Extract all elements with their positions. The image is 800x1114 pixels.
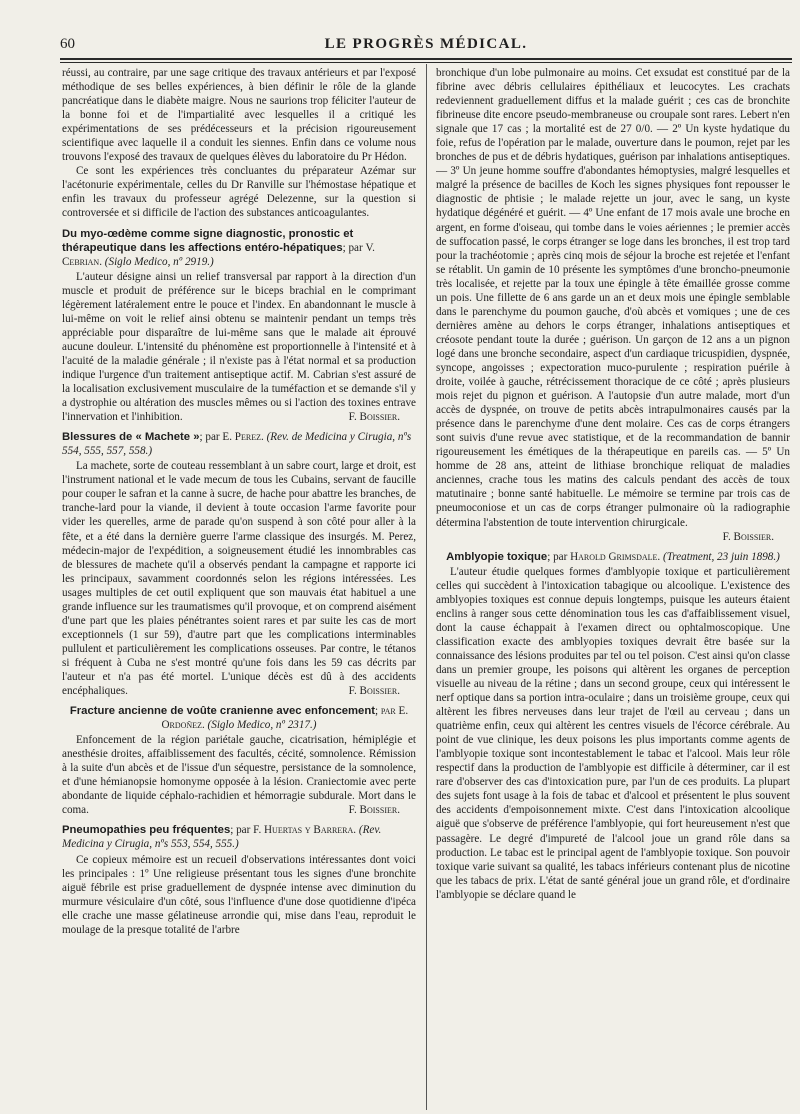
article-author: F. Huertas y Barrera. — [253, 824, 357, 837]
article-paragraph: Enfoncement de la région pariétale gauche, cicatrisation, hémiplégie et anesthésie droites, affaiblissement des facultés, cécité, somnolence. Rémission à la suite d'un abcès et de l'issue d'un séquestre, persistance de la somnolence, et d'une hémianopsie homonyme opposée à la lésion. Craniectomie avec perte abondante de liquide céphalo-rachidien et hémorragie subdurale. Mort dans le coma. F. Boissier. — [62, 734, 416, 817]
article-paragraph: La machete, sorte de couteau ressemblant à un sabre court, large et droit, est l'instrument national et le vade mecum de tous les Cubains, servant de faucille pour couper le safran et la canne à sucre, de hache pour abattre les branches, de tranche-lard pour la viande, il devient à toute occasion l'arme favorite pour vider les querelles, arme de parade qu'on suspend à son côté pour aller à la fête, et a été dans la dernière guerre l'arme classique des insurgés. M. Perez, médecin-major de l'expédition, a soigneusement étudié les innombrables cas de blessures de machete qu'il a observés pendant la campagne et rapporte ici les principaux, savamment coordonnés selon les régions intéressées. Les usages multiples de cet outil expliquent que son mauvais état habituel a une grande influence sur les traumatismes qu'il provoque, et on comprend aisément d'une part que les plaies pénétrantes soient rares et par suite les cas de mort exceptionnels (1 sur 59), d'autre part que les complications interminables pullulent et particulièrement les complications osseuses. Par contre, le tétanos si fréquent à Cuba ne s'est montré qu'une fois dans les 59 cas décrits par l'auteur et n'a pas été mortel. L'unique décès est dû à des accidents encéphaliques. F. Boissier. — [62, 460, 416, 698]
right-column — [436, 66, 790, 1106]
article-title: Blessures de « Machete » — [62, 431, 200, 444]
article-source: (Siglo Medico, nº 2919.) — [104, 255, 214, 268]
article-title: Du myo-œdème comme signe diagnostic, pronostic et thérapeutique dans les affections entéro-hépatiques — [62, 227, 354, 254]
article-author: par E. Ordoñez. — [161, 705, 409, 732]
article-heading: Blessures de « Machete »; par E. Perez. (Rev. de Medicina y Cirugia, nºs 554, 555, 557, 558.) — [62, 431, 412, 458]
article-signature: F. Boissier. — [348, 804, 400, 817]
article-heading: Amblyopie toxique; par Harold Grimsdale. (Treatment, 23 juin 1898.) — [446, 550, 780, 563]
article-source: (Treatment, 23 juin 1898.) — [663, 550, 780, 563]
article-paragraph: L'auteur désigne ainsi un relief transversal par rapport à la direction d'un muscle et produit de préférence sur le biceps brachial en le comprimant légèrement latéralement entre le pouce et l'index. En abandonnant le muscle à lui-même on voit le relief ainsi obtenu se maintenir pendant un temps très appréciable pour disparaître de lui-même sans que le malade ait éprouvé aucune douleur. L'intensité du phénomène est proportionnelle à l'intensité et à l'acuité de la maladie générale ; il n'existe pas à l'état normal et sa production indique l'urgence d'un traitement antiseptique actif. M. Cabrian s'est assuré de la localisation exclusivement musculaire de la tuméfaction et se demande s'il y a dystrophie ou altération des muscles mêmes ou si l'action des toxines entrave l'innervation et l'inhibition. F. Boissier. — [62, 270, 416, 424]
column-divider — [426, 64, 427, 1110]
article-title: Amblyopie toxique — [446, 550, 548, 563]
page-number: 60 — [60, 36, 75, 52]
article-author: Harold Grimsdale. — [570, 550, 661, 563]
article-signature: F. Boissier. — [348, 411, 400, 424]
article-author: V. Cebrian. — [62, 241, 375, 268]
journal-title: LE PROGRÈS MÉDICAL. — [324, 36, 528, 52]
header-rule-thick — [60, 58, 792, 60]
article-heading: Du myo-œdème comme signe diagnostic, pronostic et thérapeutique dans les affections entéro-hépatiques; par V. Cebrian. (Siglo Medico, nº 2919.) — [62, 227, 375, 268]
article-signature: F. Boissier. — [348, 685, 400, 698]
article-paragraph: Ce copieux mémoire est un recueil d'observations intéressantes dont voici les principales : 1º Une religieuse présentant tous les signes d'une bronchite aiguë fébrile est prise graduellement de dyspnée intense avec diminution du murmure vésiculaire d'un côté, sous l'influence d'une dose quotidienne d'ipéca elle crache une masse gélatineuse arrondie qui, mise dans l'eau, reproduit le moulage de la presque totalité de l'arbre — [62, 853, 416, 936]
continuation-paragraph: bronchique d'un lobe pulmonaire au moins. Cet exsudat est constitué par de la fibrine avec débris cellulaires épithéliaux et leucocytes. Les crachats redeviennent graduellement diffus et la malade guérit ; ces cas de bronchite fibrineuse dite encore pseudo-membraneuse ou croupale sont rares. Lebert n'en signale que 17 cas ; la mortalité est de 27 0/0. — 2º Un kyste hydatique du foie, refus de l'opération par le malade, ouverture dans le poumon, rejet par les bronches de pus et de débris hydatiques, guérison par inhalations antiseptiques. — 3º Un jeune homme souffre d'abondantes hémoptysies, malgré lesquelles et malgré la présence de bacilles de Koch les signes physiques font repousser le diagnostic de phtisie ; le malade rejette un jour, avec le sang, un kyste hydatique dégénéré et guérit. — 4º Une enfant de 17 mois avale une broche en argent, en forme d'oiseau, qui tombe dans le voies aériennes ; le premier accès de suffocation passé, le corps étranger se loge dans les bronches, il est trop tard pour la trachéotomie ; après cinq mois de séjour la broche est rejetée et l'enfant se rétablit. Un gamin de 10 présente les symptômes d'une broncho-pneumonie très localisée, et rejette par la toux une épingle à tête émaillée grosse comme un pois. Une fillette de 6 ans garde un an et deux mois une épingle semblable dans le parenchyme du poumon gauche, d'où abcès et vomiques ; une de ces dernières amène au dehors le corps étranger, inhalations antiseptiques et créosote pendant toute la durée ; guérison. Un garçon de 12 ans a un pignon logé dans une bronche secondaire, aspect d'un cardiaque tricuspidien, dyspnée, syncope, angoisses ; expectoration muco-purulente ; respiration puérile à droite, voilée à gauche, rétrécissement thoracique de ce côté ; après plusieurs mois rejet du pignon et guérison. A l'autopsie d'un autre malade, mort d'un accès de dyspnée, on trouve de petits abcès intrapulmonaires causés par la présence dans le parenchyme d'une dent molaire. Ces cas de corps étrangers sont suivis d'une revue avec statistique, et de la recommandation de bannir rigoureusement les émétiques de la thérapeutique en pareils cas. — 5º Un homme de 28 ans, atteint de lithiase bronchique reliquat de maladies anciennes, crache tous les matins des calculs pendant des accès de toux matutinaire ; bonne santé habituelle. Le mémoire se termine par trois cas de pneumoconiose et un cas de corps étranger pulmonaire où la radiographie détermina l'abstention de toute intervention chirurgicale. — [436, 67, 790, 529]
article-signature: F. Boissier. — [722, 530, 774, 543]
article-heading: Pneumopathies peu fréquentes; par F. Huertas y Barrera. (Rev. Medicina y Cirugia, nºs 553, 554, 555.) — [62, 824, 382, 851]
article-title: Pneumopathies peu fréquentes — [62, 824, 231, 837]
left-column — [62, 66, 416, 1106]
intro-paragraph: réussi, au contraire, par une sage critique des travaux antérieurs et par l'exposé méthodique de ses belles expériences, à bien définir le rôle de la glande pancréatique dans le diabète maigre. Nous ne saurions trop féliciter l'auteur de la bonne foi et de l'impartialité avec lesquelles il a critiqué les expérimentations de ses prédécesseurs et la précision rigoureusement scientifique avec laquelle il a conduit les siennes. Enfin dans ce volume nous trouvons l'exposé des travaux de quelques élèves du laboratoire du Pr Hédon. — [62, 67, 416, 164]
article-author: E. Perez. — [222, 431, 264, 444]
page-header — [60, 36, 792, 58]
intro-paragraph: Ce sont les expériences très concluantes du préparateur Azémar sur l'acétonurie expérimentale, celles du Dr Ranville sur l'hémostase hépatique et enfin les travaux du professeur agrégé Delezenne, sur la question si controversée et si difficile de l'action des substances anticoagulantes. — [62, 165, 416, 220]
article-heading: Fracture ancienne de voûte cranienne avec enfoncement; par E. Ordoñez. (Siglo Medico, nº 2317.) — [69, 705, 409, 732]
article-source: (Siglo Medico, nº 2317.) — [207, 719, 317, 732]
header-rule-thin — [60, 62, 792, 63]
article-source: (Rev. de Medicina y Cirugia, nºs 554, 555, 557, 558.) — [62, 431, 412, 458]
article-paragraph: L'auteur étudie quelques formes d'amblyopie toxique et particulièrement celles qui succèdent à l'intoxication tabagique ou alcoolique. L'existence des amblyopies toxiques est connue depuis longtemps, puisque les auteurs étaient enclins à ranger sous cette dénomination tous les cas d'affaiblissement visuel, dont la cause échappait à l'examen direct ou ophtalmoscopique. Une classification exacte des amblyopies toxiques devrait être basée sur la connaissance des lésions produites par tel ou tel poison. C'est ainsi qu'on classe dans un premier groupe, les poisons qui altèrent les organes de perception visuelle au niveau de la rétine ; dans un second groupe, ceux qui intéressent le nerf optique dans sa portion intra-oculaire ; dans un troisième groupe, ceux qui altèrent les fibres nerveuses dans leur trajet de l'œil au cerveau ; dans un quatrième enfin, ceux qui altèrent les centres visuels de l'écorce cérébrale. Au point de vue clinique, les deux poisons les plus importants comme agents de l'amblyopie toxique sont incontestablement le tabac et l'alcool. Mais leur rôle respectif dans la production de l'amblyopie est difficile à déterminer, car il est rare d'observer des cas d'intoxication pure, par l'un de ces produits. La plupart des sujets font usage à la fois de tabac et d'alcool et présentent le plus souvent des accidents d'empoisonnement mixte. C'est dans l'intoxication alcoolique aiguë que s'observe de préférence l'amblyopie, qui fort heureusement n'est que passagère. Le degré d'impureté de l'alcool joue un grand rôle dans sa production. Le tabac est le principal agent de l'amblyopie toxique. Son pouvoir toxique varie suivant sa qualité, les tabacs inférieurs contenant plus de nicotine que les tabacs de prix. L'état de santé général joue un grand rôle, et d'ordinaire l'amblyopie se déclare quand le — [436, 565, 790, 901]
article-source: (Rev. Medicina y Cirugia, nºs 553, 554, 555.) — [62, 824, 382, 851]
article-title: Fracture ancienne de voûte cranienne avec enfoncement — [69, 705, 375, 718]
